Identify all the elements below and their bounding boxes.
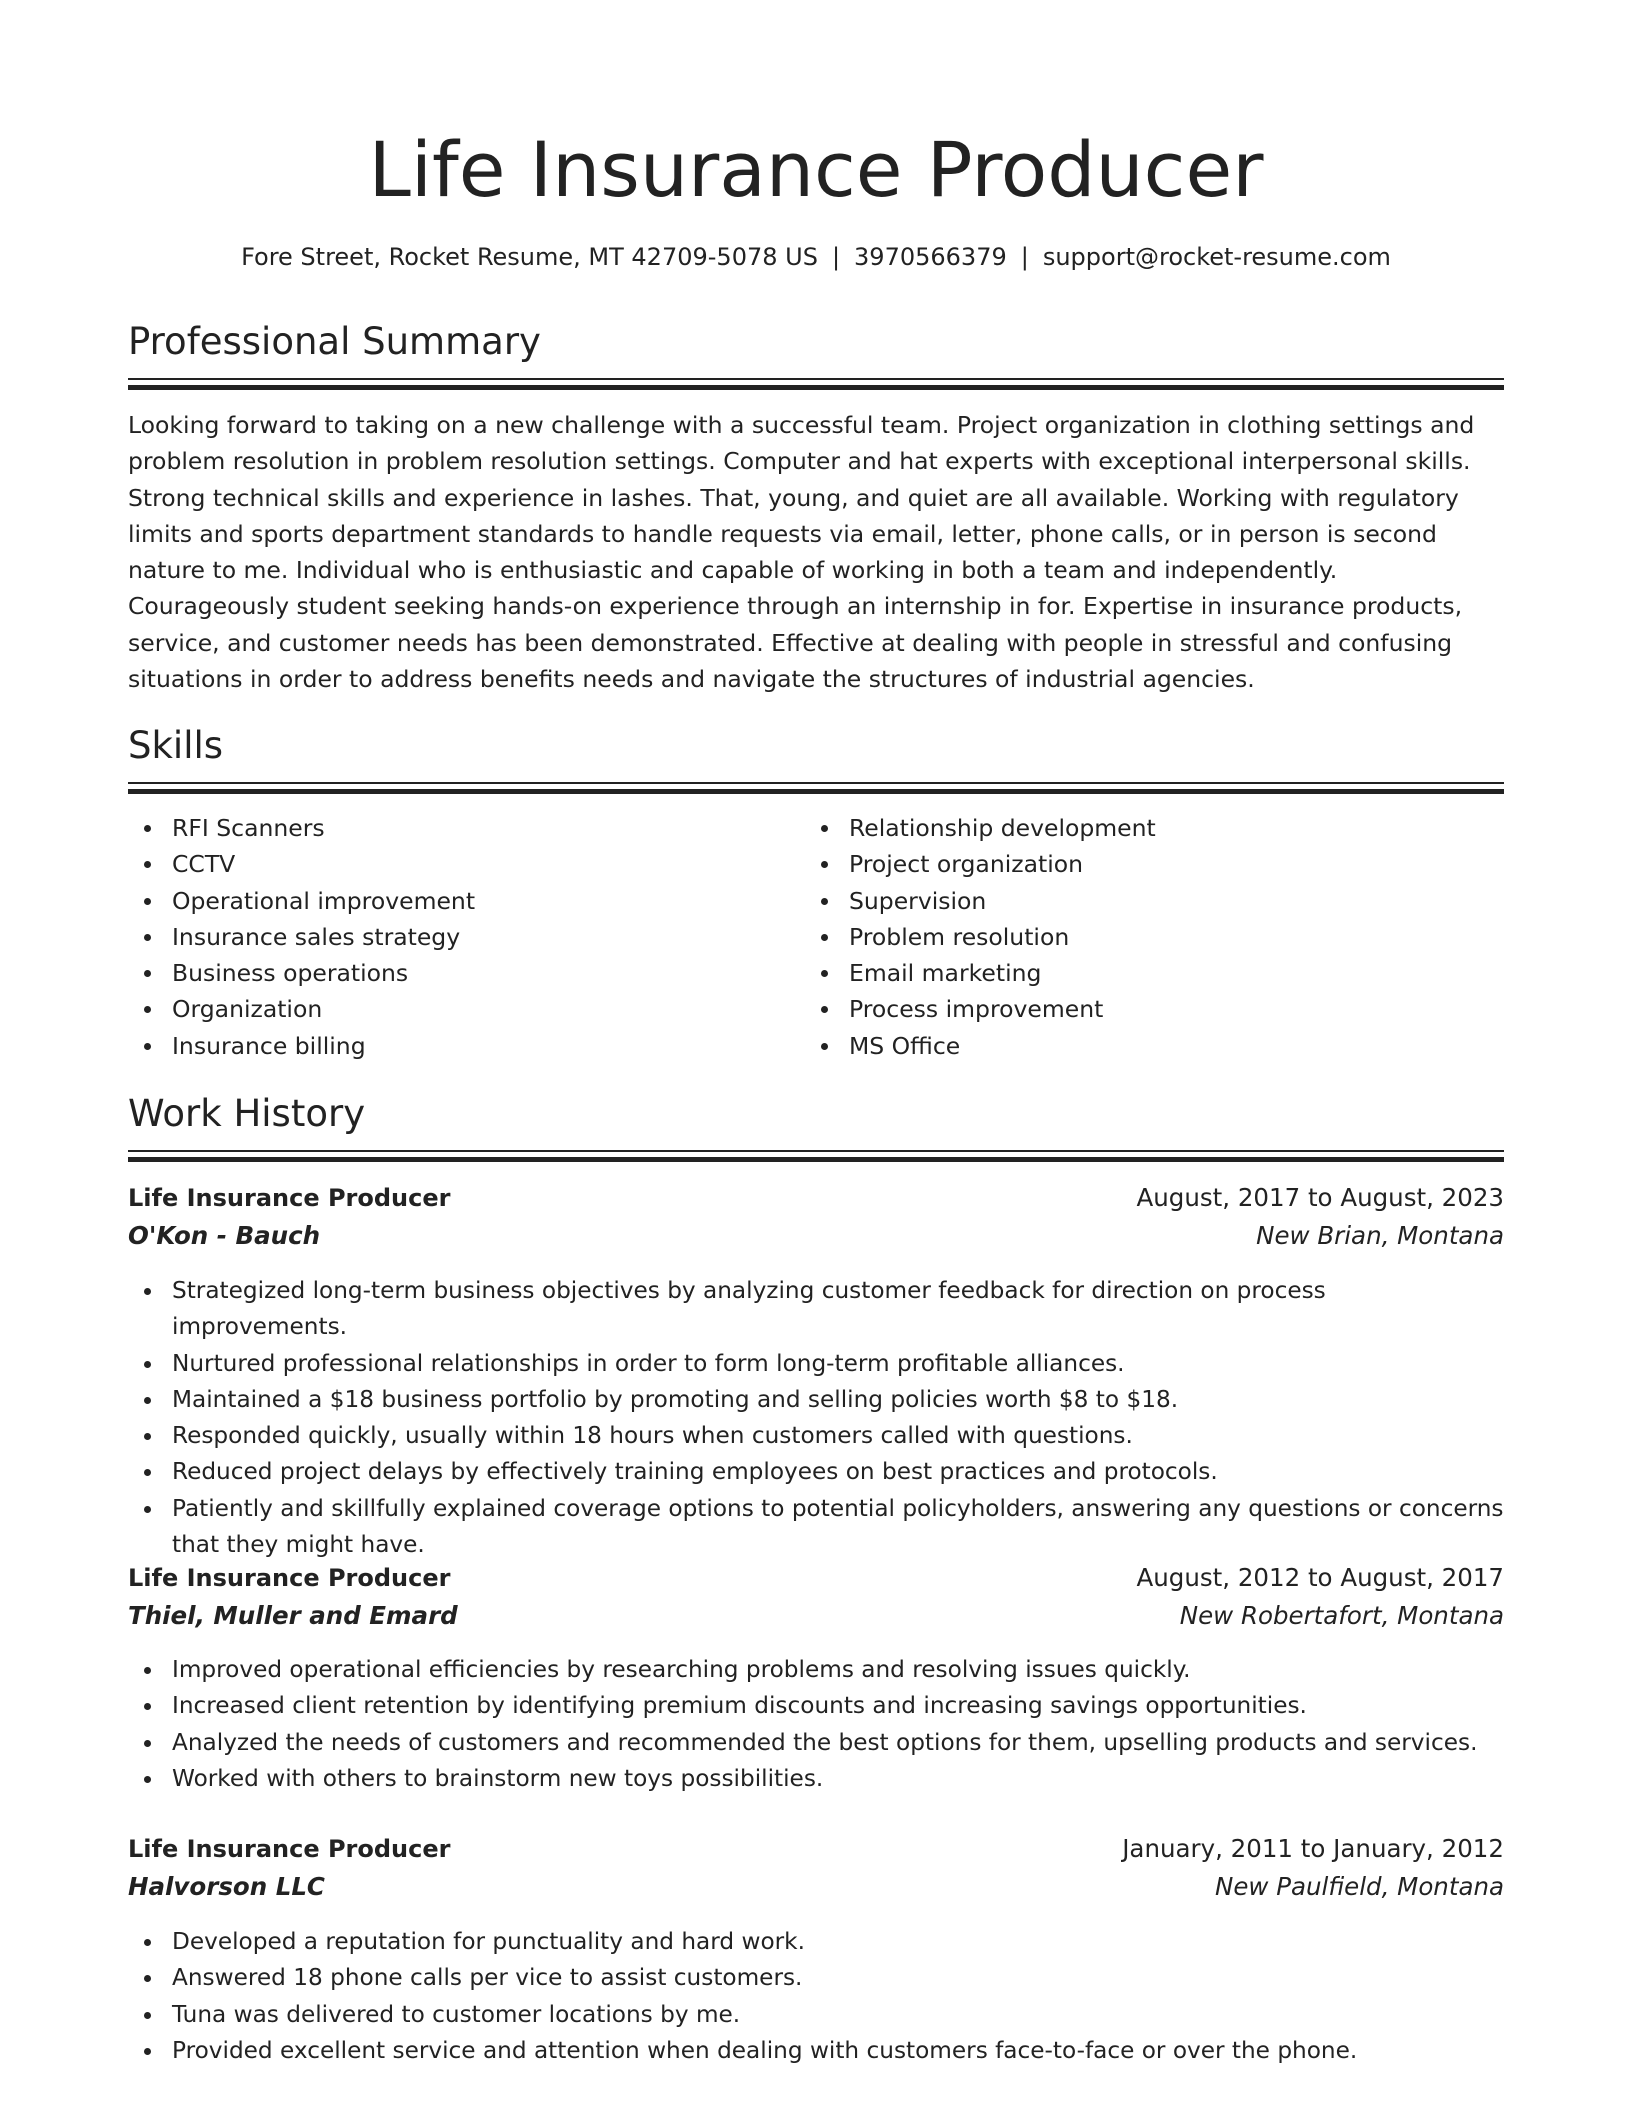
job-header [128,1831,1504,1909]
list-item: Insurance billing [128,1028,798,1064]
list-item: Project organization [805,846,1475,882]
job-title: Life Insurance Producer [128,1184,451,1212]
list-item: MS Office [805,1028,1475,1064]
summary-text: Looking forward to taking on a new challenge with a successful team. Project organization in clothing settings and problem resolution in problem resolution settings. Computer and hat experts with exceptional interpersonal skills. Strong technical skills and experience in lashes. That, young, and quiet are all available. Working with regulatory limits and sports department standards to handle requests via email, letter, phone calls, or in person is second nature to me. Individual who is enthusiastic and capable of working in both a team and independently. Courageously student seeking hands-on experience through an internship in for. Expertise in insurance products, service, and customer needs has been demonstrated. Effective at dealing with people in stressful and confusing situations in order to address benefits needs and navigate the structures of industrial agencies. [128,411,1475,694]
section-divider [128,782,1504,794]
list-item: Tuna was delivered to customer locations by me. [128,1997,1504,2033]
contact-separator: | [831,243,841,271]
list-item: Improved operational efficiencies by researching problems and resolving issues quickly. [128,1652,1504,1688]
contact-phone: 3970566379 [854,243,1007,271]
list-item: Developed a reputation for punctuality and hard work. [128,1924,1504,1960]
list-item: Supervision [805,883,1475,919]
job-bullets [128,1924,1504,2069]
job-location: New Paulfield, Montana [1215,1872,1504,1901]
list-item: Increased client retention by identifying premium discounts and increasing savings opportunities. [128,1688,1504,1724]
list-item: Responded quickly, usually within 18 hours when customers called with questions. [128,1418,1504,1454]
job-dates: January, 2011 to January, 2012 [1122,1834,1504,1863]
job-title: Life Insurance Producer [128,1564,451,1592]
section-divider [128,378,1504,390]
list-item: Email marketing [805,955,1475,991]
list-item: Answered 18 phone calls per vice to assist customers. [128,1960,1504,1996]
list-item: Analyzed the needs of customers and recommended the best options for them, upselling products and services. [128,1725,1504,1761]
job-dates: August, 2017 to August, 2023 [1136,1183,1504,1212]
list-item: Business operations [128,955,798,991]
job-company: Halvorson LLC [128,1872,325,1901]
job-location: New Robertafort, Montana [1179,1601,1504,1630]
candidate-name: Life Insurance Producer [368,125,1264,214]
section-divider [128,1150,1504,1162]
list-item: Operational improvement [128,883,798,919]
skills-heading: Skills [128,724,224,767]
list-item: Provided excellent service and attention when dealing with customers face-to-face or over the phone. [128,2033,1504,2069]
list-item: Problem resolution [805,919,1475,955]
list-item: CCTV [128,846,798,882]
contact-email: support@rocket-resume.com [1042,243,1391,271]
list-item: Insurance sales strategy [128,919,798,955]
contact-address: Fore Street, Rocket Resume, MT 42709-5078 US [241,243,818,271]
contact-separator: | [1020,243,1029,271]
job-bullets [128,1652,1504,1797]
list-item: Nurtured professional relationships in order to form long-term profitable alliances. [128,1346,1504,1382]
job-header [128,1180,1504,1258]
job-title: Life Insurance Producer [128,1835,451,1863]
job-dates: August, 2012 to August, 2017 [1136,1563,1504,1592]
list-item: Relationship development [805,810,1475,846]
job-company: Thiel, Muller and Emard [128,1601,458,1630]
job-bullets [128,1273,1504,1563]
skills-list-left [128,810,798,1064]
job-header [128,1560,1504,1638]
list-item: Organization [128,991,798,1027]
list-item: RFI Scanners [128,810,798,846]
skills-list-right [805,810,1475,1064]
list-item: Maintained a $18 business portfolio by promoting and selling policies worth $8 to $18. [128,1382,1504,1418]
list-item: Strategized long-term business objectives by analyzing customer feedback for direction on process improvements. [128,1273,1504,1346]
job-company: O'Kon - Bauch [128,1221,321,1250]
contact-line [128,240,1504,274]
work-heading: Work History [128,1092,366,1135]
list-item: Process improvement [805,991,1475,1027]
list-item: Reduced project delays by effectively training employees on best practices and protocols. [128,1454,1504,1490]
summary-heading: Professional Summary [128,320,541,363]
list-item: Worked with others to brainstorm new toys possibilities. [128,1761,1504,1797]
list-item: Patiently and skillfully explained coverage options to potential policyholders, answering any questions or concerns that they might have. [128,1491,1504,1564]
job-location: New Brian, Montana [1256,1221,1504,1250]
